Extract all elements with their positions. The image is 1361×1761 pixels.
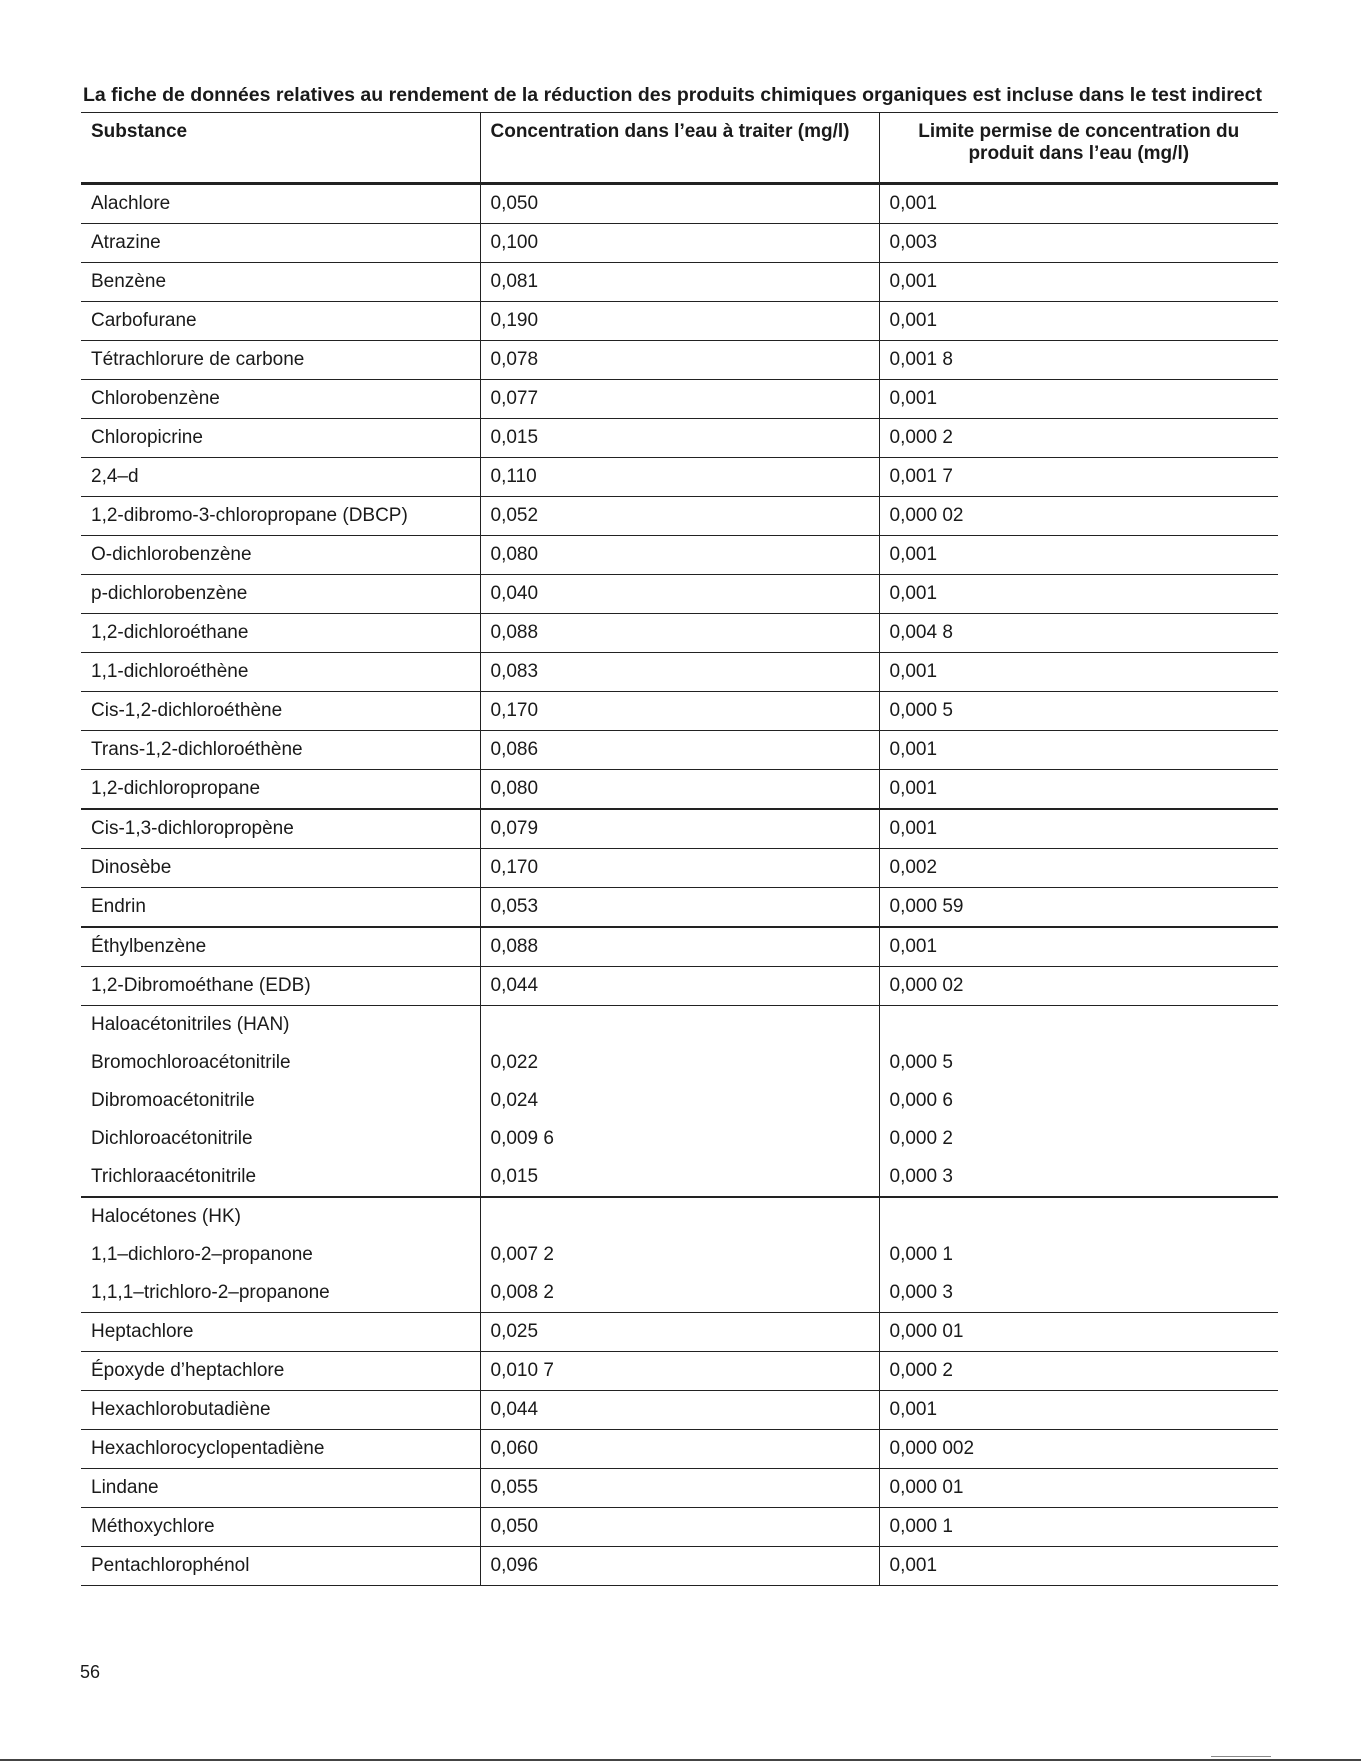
cell-substance: 1,2-Dibromoéthane (EDB) bbox=[81, 967, 480, 1006]
cell-limit: 0,000 3 bbox=[879, 1274, 1278, 1313]
cell-limit: 0,000 1 bbox=[879, 1508, 1278, 1547]
cell-concentration: 0,008 2 bbox=[480, 1274, 879, 1313]
cell-concentration: 0,077 bbox=[480, 380, 879, 419]
cell-concentration: 0,015 bbox=[480, 1158, 879, 1197]
cell-concentration: 0,060 bbox=[480, 1430, 879, 1469]
table-row bbox=[81, 888, 1278, 928]
cell-substance: Pentachlorophénol bbox=[81, 1547, 480, 1586]
table-title: La fiche de données relatives au rendement de la réduction des produits chimiques organiques est incluse dans le test indirect bbox=[83, 84, 1262, 106]
cell-limit: 0,002 bbox=[879, 849, 1278, 888]
cell-limit: 0,000 5 bbox=[879, 692, 1278, 731]
cell-substance: Éthylbenzène bbox=[81, 927, 480, 967]
table-row bbox=[81, 536, 1278, 575]
cell-limit: 0,001 7 bbox=[879, 458, 1278, 497]
table-row bbox=[81, 967, 1278, 1006]
cell-concentration: 0,050 bbox=[480, 1508, 879, 1547]
cell-limit: 0,004 8 bbox=[879, 614, 1278, 653]
table-row bbox=[81, 497, 1278, 536]
cell-concentration: 0,010 7 bbox=[480, 1352, 879, 1391]
cell-limit: 0,000 3 bbox=[879, 1158, 1278, 1197]
cell-concentration: 0,055 bbox=[480, 1469, 879, 1508]
cell-concentration: 0,190 bbox=[480, 302, 879, 341]
header-substance: Substance bbox=[81, 113, 480, 184]
table-row bbox=[81, 653, 1278, 692]
cell-substance: Dibromoacétonitrile bbox=[91, 1090, 255, 1111]
cell-substance: Lindane bbox=[81, 1469, 480, 1508]
cell-substance: Endrin bbox=[81, 888, 480, 928]
table-row bbox=[81, 1120, 1278, 1158]
cell-substance: 1,1,1–trichloro-2–propanone bbox=[81, 1274, 480, 1313]
table-row bbox=[81, 1391, 1278, 1430]
cell-substance: Tétrachlorure de carbone bbox=[81, 341, 480, 380]
cell-concentration: 0,083 bbox=[480, 653, 879, 692]
table-row bbox=[81, 1236, 1278, 1274]
cell-concentration: 0,080 bbox=[480, 770, 879, 810]
cell-substance: Hexachlorocyclopentadiène bbox=[81, 1430, 480, 1469]
table-row bbox=[81, 770, 1278, 810]
cell-limit: 0,001 8 bbox=[879, 341, 1278, 380]
table-row bbox=[81, 341, 1278, 380]
cell-concentration: 0,015 bbox=[480, 419, 879, 458]
table-row bbox=[81, 692, 1278, 731]
cell-limit bbox=[879, 1197, 1278, 1236]
cell-substance: p-dichlorobenzène bbox=[81, 575, 480, 614]
cell-substance: Carbofurane bbox=[81, 302, 480, 341]
cell-substance: 1,1–dichloro-2–propanone bbox=[91, 1244, 313, 1265]
cell-substance: Dichloroacétonitrile bbox=[91, 1128, 253, 1149]
page-number: 56 bbox=[80, 1662, 101, 1682]
table-row bbox=[81, 1082, 1278, 1120]
cell-substance: O-dichlorobenzène bbox=[81, 536, 480, 575]
table-row bbox=[81, 263, 1278, 302]
cell-substance: 2,4–d bbox=[81, 458, 480, 497]
cell-substance: Halocétones (HK) bbox=[91, 1206, 241, 1227]
table-row bbox=[81, 1313, 1278, 1352]
cell-substance: 1,1-dichloroéthène bbox=[81, 653, 480, 692]
cell-concentration: 0,025 bbox=[480, 1313, 879, 1352]
table-row bbox=[81, 1469, 1278, 1508]
cell-substance: Trans-1,2-dichloroéthène bbox=[81, 731, 480, 770]
cell-limit: 0,000 6 bbox=[879, 1082, 1278, 1120]
cell-concentration: 0,024 bbox=[480, 1082, 879, 1120]
cell-substance: Bromochloroacétonitrile bbox=[91, 1052, 291, 1073]
cell-concentration: 0,040 bbox=[480, 575, 879, 614]
table-header-row bbox=[81, 113, 1278, 184]
table-row bbox=[81, 1508, 1278, 1547]
cell-substance: Atrazine bbox=[81, 224, 480, 263]
table-row bbox=[81, 1274, 1278, 1313]
header-limit bbox=[879, 113, 1278, 184]
cell-limit: 0,001 bbox=[879, 184, 1278, 224]
cell-concentration: 0,044 bbox=[480, 967, 879, 1006]
header-concentration: Concentration dans l’eau à traiter (mg/l) bbox=[480, 113, 879, 184]
cell-substance: 1,2-dibromo-3-chloropropane (DBCP) bbox=[81, 497, 480, 536]
table-row bbox=[81, 1006, 1278, 1045]
table-row bbox=[81, 1547, 1278, 1586]
cell-limit: 0,000 01 bbox=[879, 1313, 1278, 1352]
cell-concentration: 0,053 bbox=[480, 888, 879, 928]
cell-limit: 0,001 bbox=[879, 536, 1278, 575]
table-row bbox=[81, 614, 1278, 653]
cell-substance: 1,2-dichloroéthane bbox=[81, 614, 480, 653]
table-row bbox=[81, 1430, 1278, 1469]
cell-limit: 0,000 02 bbox=[879, 497, 1278, 536]
cell-limit: 0,000 59 bbox=[879, 888, 1278, 928]
cell-limit: 0,001 bbox=[879, 927, 1278, 967]
table-row bbox=[81, 849, 1278, 888]
cell-substance: 1,2-dichloropropane bbox=[81, 770, 480, 810]
cell-concentration: 0,080 bbox=[480, 536, 879, 575]
cell-substance: Benzène bbox=[81, 263, 480, 302]
cell-substance: Chloropicrine bbox=[81, 419, 480, 458]
table-row bbox=[81, 1197, 1278, 1236]
table-row bbox=[81, 927, 1278, 967]
cell-substance: Méthoxychlore bbox=[81, 1508, 480, 1547]
cell-concentration: 0,078 bbox=[480, 341, 879, 380]
cell-substance: Chlorobenzène bbox=[81, 380, 480, 419]
cell-concentration: 0,170 bbox=[480, 849, 879, 888]
cell-concentration: 0,044 bbox=[480, 1391, 879, 1430]
cell-concentration bbox=[480, 1197, 879, 1236]
cell-substance: Alachlore bbox=[81, 184, 480, 224]
cell-limit: 0,001 bbox=[879, 653, 1278, 692]
cell-concentration: 0,079 bbox=[480, 809, 879, 849]
cell-substance: Époxyde d’heptachlore bbox=[81, 1352, 480, 1391]
cell-limit: 0,001 bbox=[879, 731, 1278, 770]
table-row bbox=[81, 1158, 1278, 1197]
cell-substance: Trichloraacétonitrile bbox=[81, 1158, 480, 1197]
table-row bbox=[81, 731, 1278, 770]
cell-concentration: 0,088 bbox=[480, 927, 879, 967]
cell-limit: 0,001 bbox=[879, 575, 1278, 614]
table-row bbox=[81, 224, 1278, 263]
table-body bbox=[81, 184, 1278, 1586]
cell-concentration: 0,009 6 bbox=[480, 1120, 879, 1158]
cell-substance: Heptachlore bbox=[81, 1313, 480, 1352]
cell-limit: 0,000 01 bbox=[879, 1469, 1278, 1508]
table-row bbox=[81, 419, 1278, 458]
header-limit-line1: Limite permise de concentration du bbox=[918, 121, 1240, 142]
cell-concentration: 0,007 2 bbox=[480, 1236, 879, 1274]
cell-limit: 0,000 002 bbox=[879, 1430, 1278, 1469]
cell-limit: 0,001 bbox=[879, 770, 1278, 810]
cell-limit: 0,001 bbox=[879, 302, 1278, 341]
cell-limit: 0,001 bbox=[879, 1391, 1278, 1430]
cell-concentration: 0,088 bbox=[480, 614, 879, 653]
cell-concentration bbox=[480, 1006, 879, 1045]
table-row bbox=[81, 809, 1278, 849]
cell-concentration: 0,052 bbox=[480, 497, 879, 536]
cell-concentration: 0,022 bbox=[480, 1044, 879, 1082]
cell-limit: 0,000 2 bbox=[879, 1120, 1278, 1158]
table-row bbox=[81, 1044, 1278, 1082]
cell-concentration: 0,050 bbox=[480, 184, 879, 224]
header-limit-line2: produit dans l’eau (mg/l) bbox=[968, 143, 1190, 164]
table-row bbox=[81, 184, 1278, 224]
table-row bbox=[81, 575, 1278, 614]
table-row bbox=[81, 1352, 1278, 1391]
cell-limit: 0,003 bbox=[879, 224, 1278, 263]
cell-limit: 0,000 5 bbox=[879, 1044, 1278, 1082]
cell-substance: Cis-1,2-dichloroéthène bbox=[81, 692, 480, 731]
cell-concentration: 0,086 bbox=[480, 731, 879, 770]
table-row bbox=[81, 302, 1278, 341]
table-row bbox=[81, 458, 1278, 497]
cell-limit: 0,000 02 bbox=[879, 967, 1278, 1006]
cell-limit: 0,000 1 bbox=[879, 1236, 1278, 1274]
organic-chemicals-table bbox=[81, 112, 1278, 1586]
cell-concentration: 0,096 bbox=[480, 1547, 879, 1586]
cell-substance: Hexachlorobutadiène bbox=[81, 1391, 480, 1430]
cell-limit: 0,001 bbox=[879, 263, 1278, 302]
cell-concentration: 0,100 bbox=[480, 224, 879, 263]
cell-substance: Dinosèbe bbox=[81, 849, 480, 888]
cell-substance: Cis-1,3-dichloropropène bbox=[81, 809, 480, 849]
cell-limit bbox=[879, 1006, 1278, 1045]
cell-substance: Haloacétonitriles (HAN) bbox=[91, 1014, 290, 1035]
cell-concentration: 0,081 bbox=[480, 263, 879, 302]
cell-limit: 0,000 2 bbox=[879, 1352, 1278, 1391]
table-row bbox=[81, 380, 1278, 419]
cell-limit: 0,001 bbox=[879, 1547, 1278, 1586]
cell-concentration: 0,170 bbox=[480, 692, 879, 731]
cell-limit: 0,001 bbox=[879, 809, 1278, 849]
cell-limit: 0,000 2 bbox=[879, 419, 1278, 458]
cell-concentration: 0,110 bbox=[480, 458, 879, 497]
cell-limit: 0,001 bbox=[879, 380, 1278, 419]
